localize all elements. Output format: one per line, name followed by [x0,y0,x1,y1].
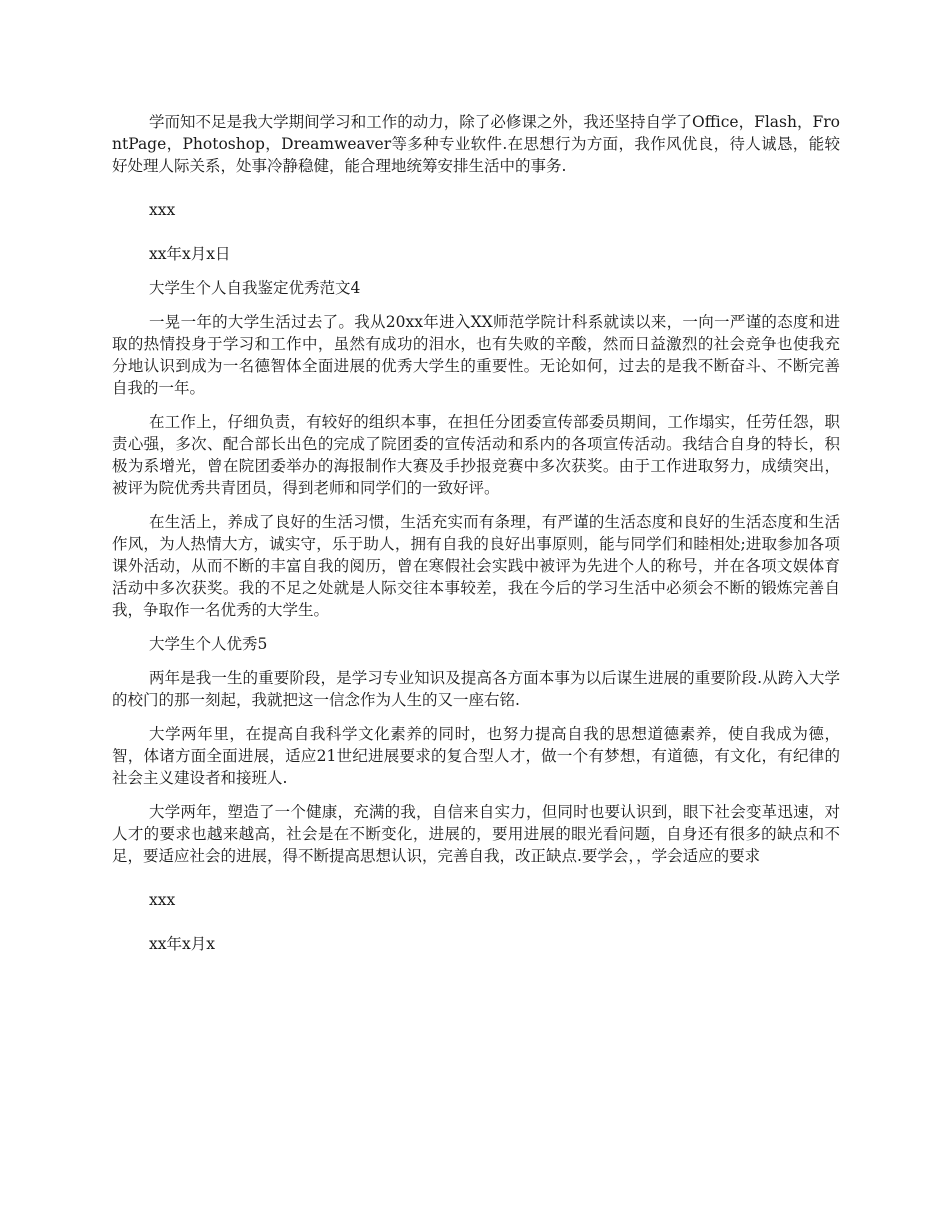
paragraph-intro-4: 一晃一年的大学生活过去了。我从20xx年进入XX师范学院计科系就读以来，一向一严谨的态度和进取的热情投身于学习和工作中，虽然有成功的泪水，也有失败的辛酸，然而日益激烈的社会竞争也使我充分地认识到成为一名德智体全面进展的优秀大学生的重要性。无论如何，过去的是我不断奋斗、不断完善自我的一年。 [112,313,840,397]
section-title-4: 大学生个人自我鉴定优秀范文4 [149,279,361,297]
document-body [112,111,840,967]
paragraph-self-study: 学而知不足是我大学期间学习和工作的动力，除了必修课之外，我还坚持自学了Office，Flash，FrontPage，Photoshop，Dreamweaver等多种专业软件.在思想行为方面，我作风优良，待人诚恳，能较好处理人际关系，处事冷静稳健，能合理地统筹安排生活中的事务. [112,113,840,175]
signature-date: xx年x月x日 [149,245,231,263]
signature-name: xxx [149,201,176,219]
section-title-5: 大学生个人优秀5 [149,635,268,653]
paragraph-quality-5: 大学两年里，在提高自我科学文化素养的同时，也努力提高自我的思想道德素养，使自我成为德，智，体诸方面全面进展，适应21世纪进展要求的复合型人才，做一个有梦想，有道德，有文化，有纪律的社会主义建设者和接班人. [112,725,840,787]
signature-name-2: xxx [149,891,176,909]
paragraph-intro-5: 两年是我一生的重要阶段，是学习专业知识及提高各方面本事为以后谋生进展的重要阶段.从跨入大学的校门的那一刻起，我就把这一信念作为人生的又一座右铭. [112,669,840,709]
paragraph-growth-5: 大学两年，塑造了一个健康，充满的我，自信来自实力，但同时也要认识到，眼下社会变革迅速，对人才的要求也越来越高，社会是在不断变化，进展的，要用进展的眼光看问题，自身还有很多的缺点和不足，要适应社会的进展，得不断提高思想认识，完善自我，改正缺点.要学会，，学会适应的要求 [112,803,840,865]
signature-date-2: xx年x月x [149,935,215,953]
paragraph-work-4: 在工作上，仔细负责，有较好的组织本事，在担任分团委宣传部委员期间，工作塌实，任劳任怨，职责心强，多次、配合部长出色的完成了院团委的宣传活动和系内的各项宣传活动。我结合自身的特长，积极为系增光，曾在院团委举办的海报制作大赛及手抄报竞赛中多次获奖。由于工作进取努力，成绩突出，被评为院优秀共青团员，得到老师和同学们的一致好评。 [112,413,840,497]
paragraph-life-4: 在生活上，养成了良好的生活习惯，生活充实而有条理，有严谨的生活态度和良好的生活态度和生活作风，为人热情大方，诚实守，乐于助人，拥有自我的良好出事原则，能与同学们和睦相处;进取参加各项课外活动，从而不断的丰富自我的阅历，曾在寒假社会实践中被评为先进个人的称号，并在各项文娱体育活动中多次获奖。我的不足之处就是人际交往本事较差，我在今后的学习生活中必须会不断的锻炼完善自我，争取作一名优秀的大学生。 [112,513,840,619]
